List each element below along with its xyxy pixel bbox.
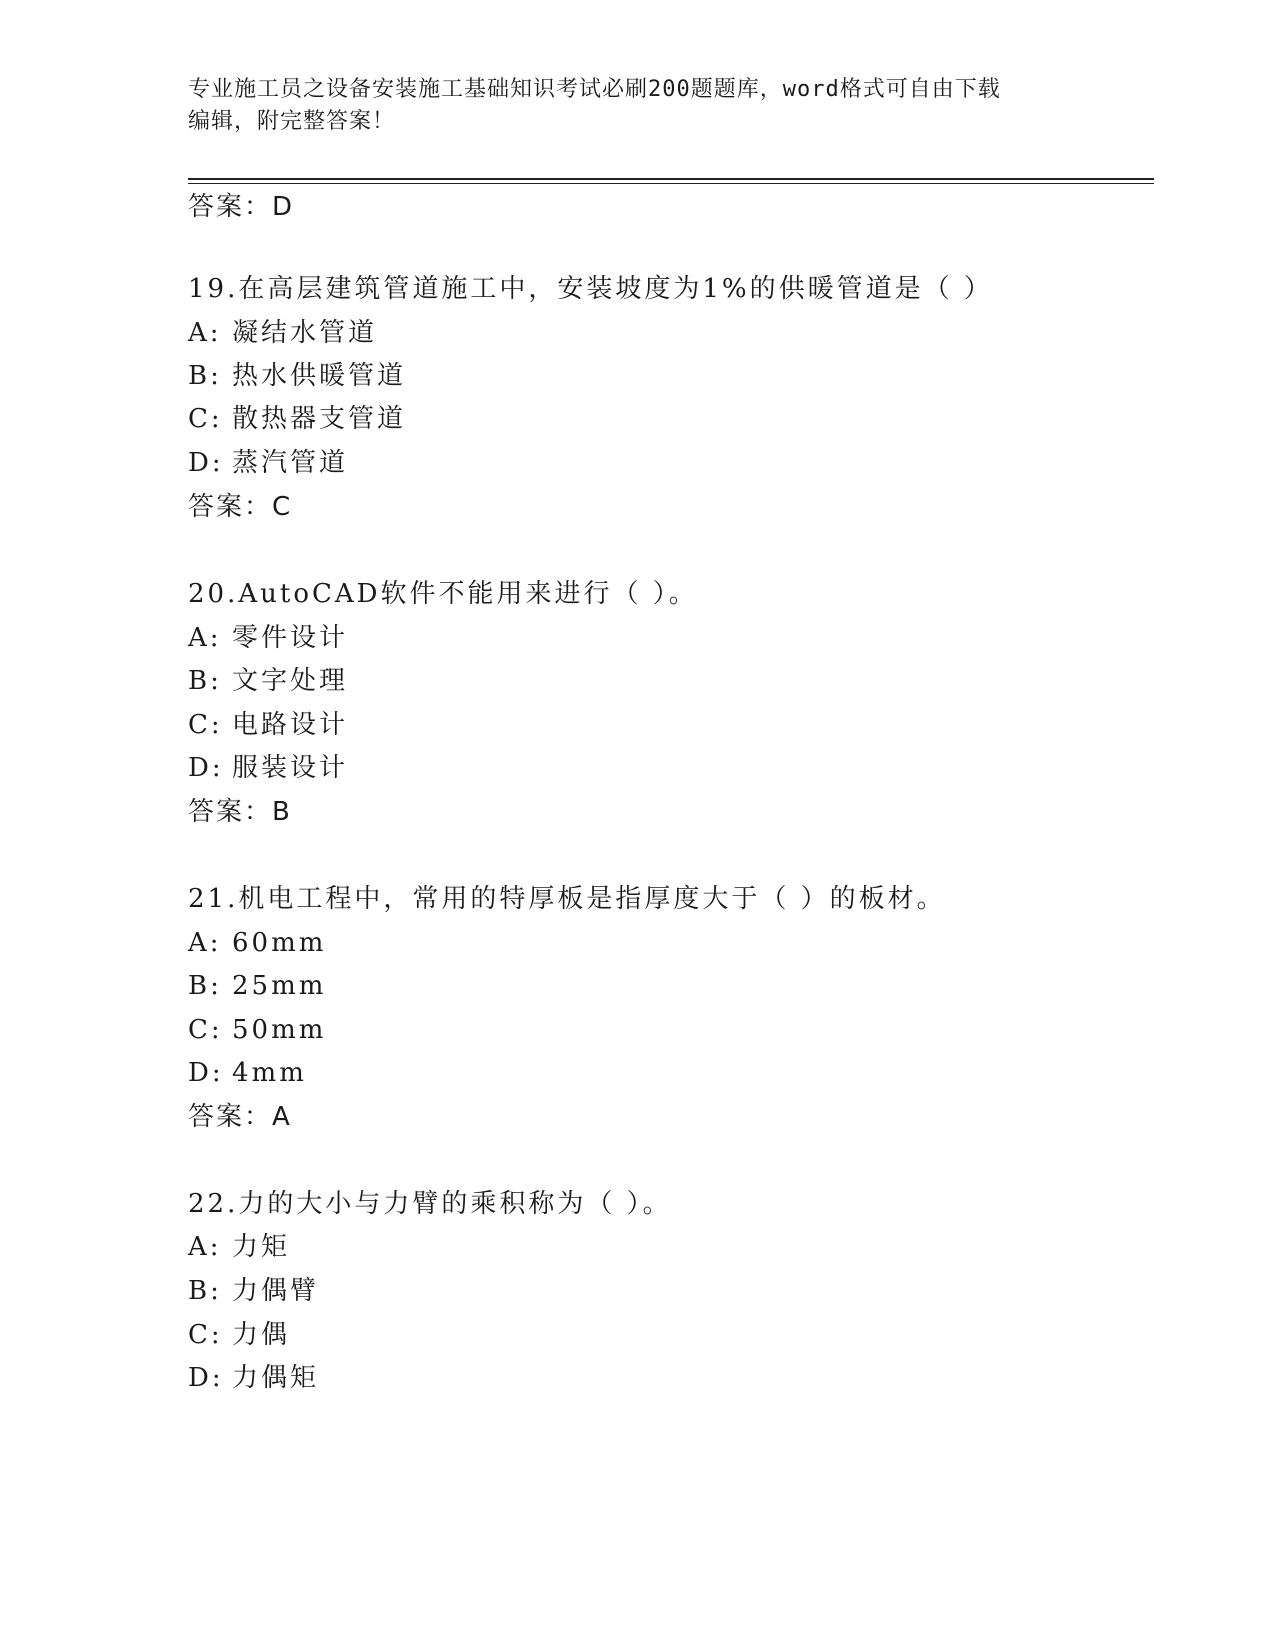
question-20-answer: 答案：B <box>188 797 292 827</box>
option-text: 散热器支管道 <box>232 404 407 434</box>
question-19-option-a <box>188 316 377 350</box>
question-22-option-a <box>188 1230 290 1264</box>
option-letter: C: <box>188 404 223 434</box>
question-21-option-b <box>188 969 326 1003</box>
option-text: 力偶 <box>232 1320 291 1350</box>
option-text: 25mm <box>232 971 327 1001</box>
question-21-option-a <box>188 926 326 960</box>
option-letter: C: <box>188 1320 223 1350</box>
question-21-option-c <box>188 1013 326 1047</box>
option-letter: D: <box>188 448 224 478</box>
option-text: 4mm <box>232 1058 307 1088</box>
question-19-answer: 答案：C <box>188 492 293 522</box>
question-22-stem: 22.力的大小与力臂的乘积称为（ ）。 <box>188 1189 672 1219</box>
option-letter: B: <box>188 1276 222 1306</box>
question-20-stem: 20.AutoCAD软件不能用来进行（ ）。 <box>188 579 698 609</box>
question-21-answer: 答案：A <box>188 1102 292 1132</box>
option-letter: C: <box>188 1015 223 1045</box>
option-text: 凝结水管道 <box>232 318 378 348</box>
header-title-line-1: 专业施工员之设备安装施工基础知识考试必刷200题题库，word格式可自由下载 <box>188 77 1001 102</box>
option-letter: D: <box>188 1058 224 1088</box>
header-divider-thin <box>188 183 1154 184</box>
option-letter: B: <box>188 971 222 1001</box>
option-text: 力偶臂 <box>232 1276 320 1306</box>
question-22-option-d <box>188 1361 319 1395</box>
option-text: 50mm <box>232 1015 327 1045</box>
header-divider <box>188 178 1154 180</box>
option-letter: A: <box>188 1232 222 1262</box>
option-text: 蒸汽管道 <box>232 448 349 478</box>
previous-answer: 答案：D <box>188 192 295 222</box>
option-letter: A: <box>188 623 222 653</box>
option-letter: A: <box>188 318 222 348</box>
question-19-option-c <box>188 402 406 436</box>
option-text: 服装设计 <box>232 753 349 783</box>
option-letter: D: <box>188 1363 224 1393</box>
option-letter: B: <box>188 361 222 391</box>
option-letter: D: <box>188 753 224 783</box>
option-text: 文字处理 <box>232 666 349 696</box>
question-21-stem: 21.机电工程中，常用的特厚板是指厚度大于（ ）的板材。 <box>188 884 946 914</box>
question-20-option-a <box>188 621 348 655</box>
question-22-option-b <box>188 1274 319 1308</box>
option-text: 热水供暖管道 <box>232 361 407 391</box>
question-22-option-c <box>188 1318 290 1352</box>
option-text: 力偶矩 <box>232 1363 320 1393</box>
question-20-option-c <box>188 708 348 742</box>
document-header <box>188 74 1088 138</box>
question-19-option-b <box>188 359 406 393</box>
option-text: 电路设计 <box>232 710 349 740</box>
option-letter: A: <box>188 928 222 958</box>
question-20-option-d <box>188 751 348 785</box>
question-21-option-d <box>188 1056 307 1090</box>
option-text: 零件设计 <box>232 623 349 653</box>
option-letter: C: <box>188 710 223 740</box>
question-19-stem: 19.在高层建筑管道施工中，安装坡度为1%的供暖管道是（ ） <box>188 274 993 304</box>
header-title-line-2: 编辑，附完整答案！ <box>188 109 396 134</box>
option-text: 力矩 <box>232 1232 291 1262</box>
option-text: 60mm <box>232 928 327 958</box>
option-letter: B: <box>188 666 222 696</box>
question-19-option-d <box>188 446 348 480</box>
question-20-option-b <box>188 664 348 698</box>
